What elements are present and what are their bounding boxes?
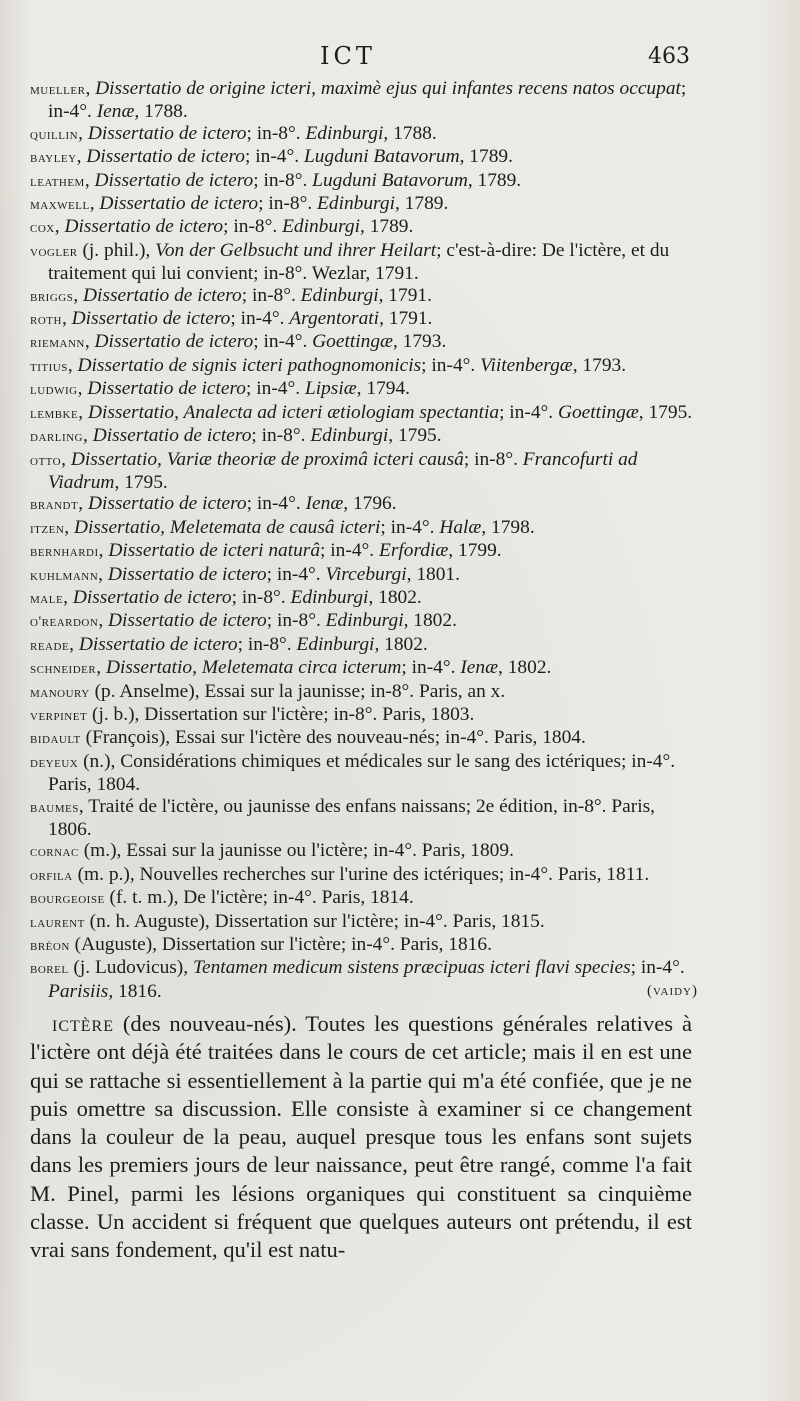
entry-author: darling: [30, 429, 83, 446]
bibliography-entry: [30, 355, 698, 378]
bibliography-entry: [30, 240, 698, 285]
entry-place: Lipsiæ: [304, 378, 357, 400]
bibliography-entry: [30, 285, 698, 308]
entry-text: (f. t. m.), De l'ictère; in-4°. Paris, 1814.: [104, 887, 414, 909]
bibliography-entry: [30, 425, 698, 448]
bibliography-entry: [30, 493, 698, 516]
entry-place: Edinburgi: [300, 284, 379, 306]
entry-year: , 1788.: [383, 122, 437, 144]
entry-place: Edinburgi: [305, 122, 384, 144]
entry-author: verpinet: [30, 707, 88, 724]
bibliography-entry: [30, 911, 698, 934]
entry-place: Halæ: [439, 516, 482, 538]
entry-text: ,: [69, 633, 79, 655]
entry-year: , 1802.: [368, 586, 422, 608]
bibliography-entry: [30, 864, 698, 887]
entry-title: Dissertatio, Meletemata circa icterum: [105, 657, 402, 679]
entry-rest: ; in-4°.: [246, 378, 305, 400]
entry-title: Dissertatio de icteri naturâ: [108, 540, 321, 562]
entry-author: ludwig: [30, 382, 78, 399]
entry-rest: ; in-8°.: [241, 284, 301, 306]
entry-place: Virceburgi: [325, 563, 407, 585]
entry-title: Dissertatio de ictero: [78, 633, 238, 655]
entry-author: deyeux: [30, 754, 79, 771]
entry-text: ,: [64, 516, 74, 538]
entry-year: , 1791.: [379, 308, 433, 330]
entry-text: ,: [96, 657, 106, 679]
entry-text: ,: [98, 540, 109, 562]
bibliography-list: [30, 78, 698, 1002]
entry-rest: ; in-4°.: [630, 957, 685, 979]
entry-place: Edinburgi: [296, 633, 375, 655]
entry-author: roth: [30, 312, 62, 329]
entry-place: Ienæ: [305, 493, 344, 515]
entry-title: Dissertatio de ictero: [64, 216, 224, 238]
entry-title: Dissertatio de ictero: [94, 331, 254, 353]
entry-rest: ; in-8°.: [223, 216, 283, 238]
entry-year: , 1801.: [406, 563, 460, 585]
entry-rest: ; in-4°.: [246, 493, 306, 515]
entry-title: Dissertatio de ictero: [87, 122, 247, 144]
entry-place: Goettingæ: [312, 331, 393, 353]
bibliography-entry: [30, 78, 698, 123]
page-header: [0, 42, 800, 72]
entry-author: orfila: [30, 867, 73, 884]
bibliography-entry: [30, 517, 698, 540]
author-signature: (vaidy): [646, 982, 698, 999]
bibliography-entry: [30, 751, 698, 796]
entry-title: Dissertatio de signis icteri pathognomonicis: [77, 354, 422, 376]
entry-rest: ; in-4°.: [421, 354, 481, 376]
bibliography-entry: [30, 681, 698, 704]
entry-rest: ; in-8°.: [251, 425, 311, 447]
entry-text: (j. Ludovicus),: [68, 957, 193, 979]
entry-year: , 1788.: [134, 101, 188, 123]
bibliography-entry: [30, 934, 698, 957]
entry-year: , 1791.: [378, 284, 432, 306]
entry-title: Dissertatio de ictero: [107, 563, 267, 585]
entry-year: , 1798.: [481, 516, 535, 538]
entry-title: Dissertatio de ictero: [108, 610, 267, 632]
entry-text: (m. p.), Nouvelles recherches sur l'urine des ictériques; in-4°. Paris, 1811.: [72, 863, 650, 885]
entry-title: Dissertatio, Analecta ad icteri ætiologiam spectantia: [87, 401, 500, 423]
bibliography-entry: [30, 402, 698, 425]
entry-author: bayley: [30, 150, 77, 167]
entry-rest: ; in-8°.: [237, 633, 297, 655]
entry-text: (p. Anselme), Essai sur la jaunisse; in-8°. Paris, an x.: [89, 680, 506, 702]
entry-place: Edinburgi: [317, 193, 395, 215]
bibliography-entry: [30, 796, 698, 841]
entry-title: Dissertatio de ictero: [71, 308, 231, 330]
bibliography-entry: [30, 840, 698, 863]
bibliography-entry: [30, 564, 698, 587]
entry-year: , 1802.: [498, 657, 552, 679]
entry-place: Edinburgi: [282, 216, 360, 238]
entry-year: , 1794.: [356, 378, 410, 400]
entry-rest: ; in-8°.: [231, 586, 291, 608]
entry-rest: ; in-4°.: [499, 401, 558, 423]
entry-text: , Traité de l'ictère, ou jaunisse des enfans naissans; 2e édition, in-8°. Paris, 1806.: [48, 795, 656, 840]
entry-place: Goettingæ: [557, 401, 639, 423]
bibliography-entry: [30, 610, 698, 633]
entry-author: kuhlmann: [30, 567, 99, 584]
bibliography-entry: [30, 193, 698, 216]
entry-author: itzen: [30, 520, 65, 537]
entry-rest: ; in-4°.: [320, 540, 379, 562]
entry-year: , 1802.: [374, 633, 428, 655]
entry-author: lembke: [30, 405, 79, 422]
entry-title: Dissertatio de ictero: [83, 284, 242, 306]
entry-author: bréon: [30, 938, 70, 955]
entry-year: , 1796.: [343, 493, 397, 515]
page-number: 463: [648, 44, 690, 69]
entry-text: ,: [67, 354, 78, 376]
bibliography-entry: [30, 540, 698, 563]
entry-rest: ; in-8°.: [253, 169, 313, 191]
entry-author: vogler: [30, 243, 78, 260]
entry-text: ,: [61, 308, 72, 330]
entry-text: ,: [85, 78, 96, 99]
bibliography-entry: [30, 634, 698, 657]
entry-year: , 1789.: [467, 169, 522, 191]
entry-text: (j. b.), Dissertation sur l'ictère; in-8°. Paris, 1803.: [87, 703, 475, 725]
entry-rest: ; in-4°.: [380, 516, 440, 538]
bibliography-entry: [30, 957, 698, 1002]
entry-title: Dissertatio de ictero: [94, 169, 254, 191]
entry-year: , 1802.: [403, 610, 457, 632]
entry-author: briggs: [30, 288, 74, 305]
entry-author: quillin: [30, 126, 79, 143]
entry-place: Lugduni Batavorum: [303, 146, 460, 168]
entry-author: o'reardon: [30, 614, 99, 631]
article-paragraph: [30, 1010, 692, 1265]
entry-text: ,: [54, 216, 65, 238]
entry-place: Parisiis: [48, 980, 109, 1002]
entry-author: bourgeoise: [30, 891, 105, 908]
entry-year: , 1789.: [394, 193, 449, 215]
entry-rest: ; in-8°.: [266, 610, 326, 632]
entry-author: leathem: [30, 173, 85, 190]
entry-rest: ; in-8°.: [463, 448, 523, 470]
entry-place: Erfordiæ: [378, 540, 449, 562]
entry-author: bernhardi: [30, 544, 99, 561]
entry-place: Lugduni Batavorum: [312, 169, 468, 191]
entry-author: maxwell: [30, 197, 90, 214]
entry-text: (n. h. Auguste), Dissertation sur l'ictère; in-4°. Paris, 1815.: [84, 910, 545, 932]
entry-author: titius: [30, 358, 68, 375]
entry-title: Dissertatio de ictero: [72, 586, 232, 608]
entry-place: Francofurti ad Viadrum: [48, 448, 638, 493]
entry-year: , 1795.: [388, 425, 442, 447]
entry-year: , 1795.: [638, 401, 693, 423]
entry-year: , 1795.: [114, 471, 168, 493]
bibliography-entry: [30, 123, 698, 146]
entry-text: (m.), Essai sur la jaunisse ou l'ictère; in-4°. Paris, 1809.: [78, 840, 514, 862]
entry-text: ,: [76, 146, 87, 168]
entry-place: Argentorati: [289, 308, 380, 330]
entry-author: riemann: [30, 335, 85, 352]
entry-author: bidault: [30, 731, 81, 748]
entry-year: , 1816.: [108, 980, 162, 1002]
entry-title: Dissertatio de ictero: [86, 146, 246, 168]
entry-text: ,: [73, 284, 84, 306]
bibliography-entry: [30, 308, 698, 331]
entry-text: ,: [61, 448, 71, 470]
entry-place: Edinburgi: [290, 586, 369, 608]
entry-rest: ; in-8°.: [246, 122, 306, 144]
entry-title: Dissertatio de ictero: [99, 193, 259, 215]
entry-author: male: [30, 590, 64, 607]
entry-text: ,: [89, 193, 100, 215]
entry-text: (j. phil.),: [77, 239, 156, 261]
entry-title: Dissertatio de origine icteri, maximè ejus qui infantes recens natos occupat: [95, 78, 681, 99]
bibliography-entry: [30, 704, 698, 727]
entry-title: Dissertatio de ictero: [92, 425, 252, 447]
article-section: [30, 1010, 692, 1265]
entry-text: ,: [98, 610, 109, 632]
entry-place: Viitenbergæ: [480, 354, 573, 376]
entry-place: Ienæ: [460, 657, 499, 679]
entry-year: , 1789.: [459, 146, 513, 168]
article-body: (des nouveau-nés). Toutes les questions générales relatives à l'ictère ont déjà été traitées dans le cours de cet article; mais il en est une qui se rattache si essentiellement à la partie qui m'a été confiée, que je ne puis omettre sa discussion. Elle consiste à examiner si ce changement dans la couleur de la peau, auquel presque tous les enfans sont sujets dans les premiers jours de leur naissance, peut être rangé, comme l'a fait M. Pinel, parmi les lésions organiques qui constituent sa cinquième classe. Un accident si fréquent que quelques auteurs ont prétendu, il est vrai sans fondement, qu'il est natu-: [30, 1011, 692, 1263]
bibliography-entry: [30, 449, 698, 494]
bibliography-entry: [30, 146, 698, 169]
entry-text: ,: [78, 401, 88, 423]
entry-author: laurent: [30, 914, 85, 931]
entry-rest: ; in-4°.: [230, 308, 290, 330]
entry-rest: ; c'est-à-dire: De l'ictère, et du traitement qui lui convient; in-8°. Wezlar, 1791.: [48, 239, 670, 285]
entry-rest: ; in-8°.: [258, 193, 318, 215]
bibliography-entry: [30, 170, 698, 193]
entry-year: , 1793.: [572, 354, 627, 376]
entry-year: , 1793.: [392, 331, 447, 353]
entry-title: Dissertatio de ictero: [87, 378, 247, 400]
entry-author: brandt: [30, 497, 79, 514]
entry-rest: ; in-4°.: [266, 563, 326, 585]
entry-rest: ; in-4°.: [253, 331, 313, 353]
bibliography-entry: [30, 587, 698, 610]
entry-author: mueller: [30, 82, 86, 98]
entry-rest: ; in-4°.: [48, 78, 687, 123]
entry-author: cornac: [30, 844, 79, 861]
entry-text: ,: [84, 331, 95, 353]
entry-author: schneider: [30, 661, 97, 678]
entry-author: reade: [30, 637, 70, 654]
entry-year: , 1789.: [360, 216, 414, 238]
article-headword: ictère: [52, 1011, 114, 1036]
entry-title: Von der Gelbsucht und ihrer Heilart: [155, 239, 437, 261]
entry-author: baumes: [30, 799, 79, 816]
bibliography-entry: [30, 887, 698, 910]
entry-text: ,: [98, 563, 108, 585]
entry-rest: ; in-4°.: [245, 146, 304, 168]
entry-text: (n.), Considérations chimiques et médicales sur le sang des ictériques; in-4°. Paris, 1804.: [48, 750, 676, 796]
entry-text: ,: [78, 122, 88, 144]
entry-author: cox: [30, 220, 55, 237]
entry-text: ,: [84, 169, 95, 191]
entry-author: manoury: [30, 684, 90, 701]
entry-author: borel: [30, 961, 69, 978]
entry-text: ,: [78, 493, 88, 515]
bibliography-entry: [30, 331, 698, 354]
running-head: ICT: [320, 42, 376, 70]
entry-text: (Auguste), Dissertation sur l'ictère; in-4°. Paris, 1816.: [69, 934, 492, 956]
entry-place: Edinburgi: [325, 610, 404, 632]
entry-text: ,: [83, 425, 93, 447]
entry-place: Edinburgi: [310, 425, 389, 447]
bibliography-entry: [30, 378, 698, 401]
bibliography-entry: [30, 657, 698, 680]
entry-text: (François), Essai sur l'ictère des nouveau-nés; in-4°. Paris, 1804.: [80, 727, 586, 749]
entry-rest: ; in-4°.: [401, 657, 461, 679]
entry-title: Dissertatio de ictero: [87, 493, 247, 515]
entry-year: , 1799.: [448, 540, 502, 562]
entry-title: Dissertatio, Variæ theoriæ de proximâ icteri causâ: [70, 448, 464, 470]
bibliography-entry: [30, 216, 698, 239]
entry-text: ,: [77, 378, 88, 400]
entry-author: otto: [30, 452, 62, 469]
entry-title: Tentamen medicum sistens præcipuas icteri flavi species: [192, 957, 631, 979]
entry-place: Ienæ: [96, 101, 135, 123]
entry-text: ,: [63, 586, 73, 608]
bibliography-entry: [30, 727, 698, 750]
entry-title: Dissertatio, Meletemata de causâ icteri: [73, 516, 381, 538]
